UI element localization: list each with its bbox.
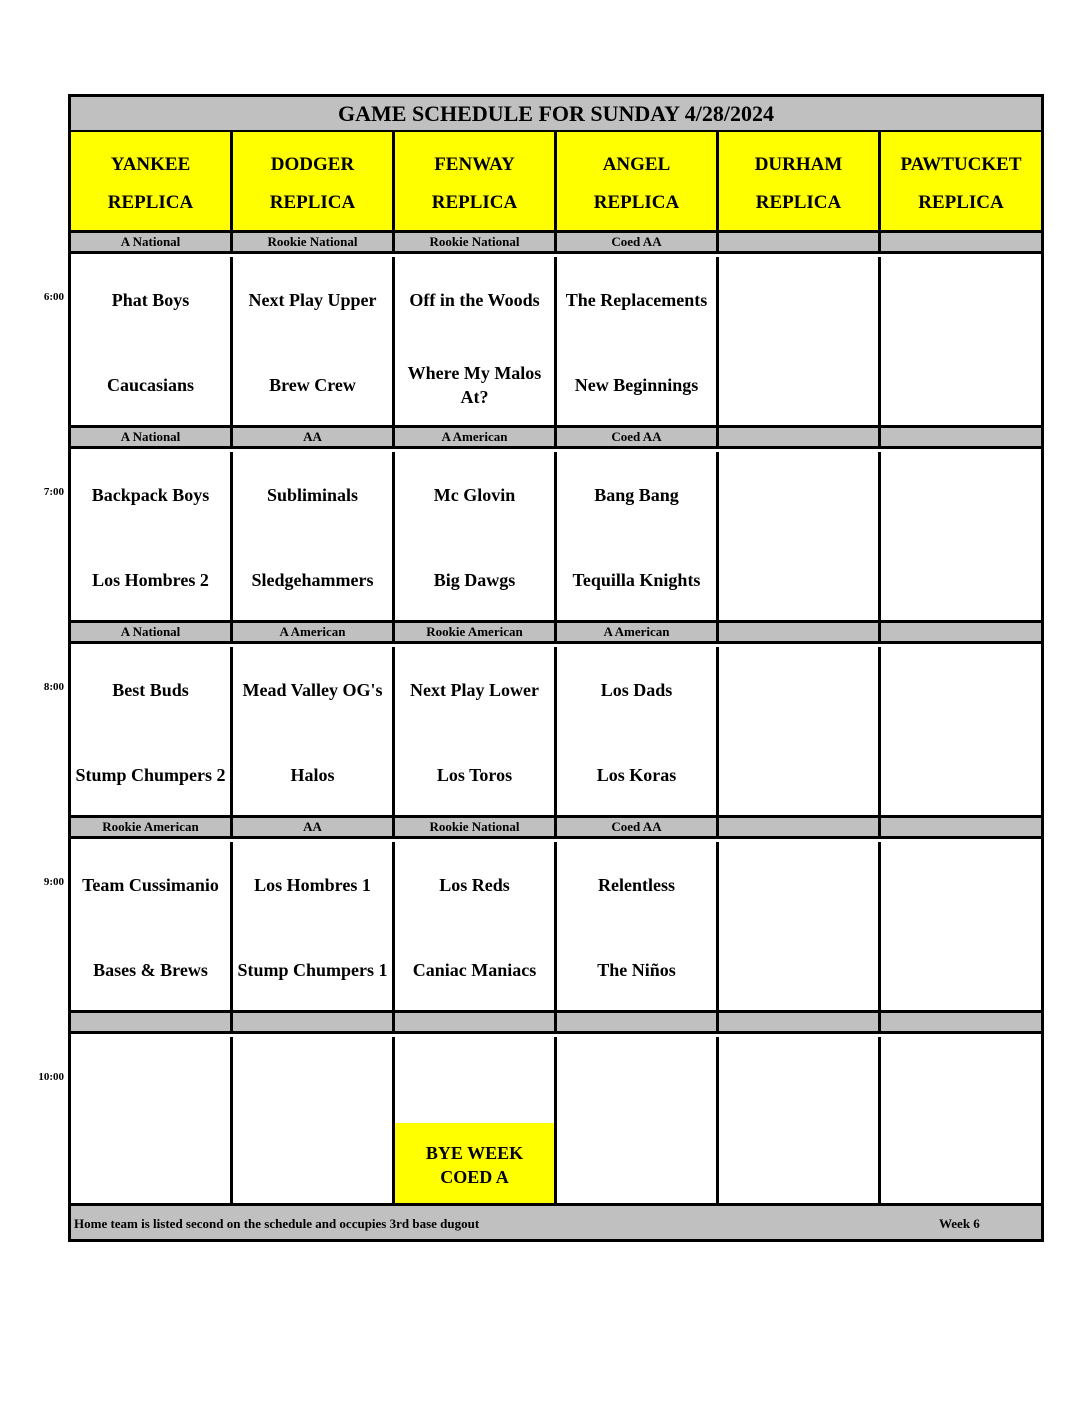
game-row [71, 452, 1041, 622]
bye-week-badge [395, 1123, 554, 1207]
game-cell [881, 452, 1043, 622]
home-team: Stump Chumpers 2 [75, 764, 226, 785]
game-cell [395, 1037, 557, 1207]
division-label: AA [233, 428, 395, 446]
away-team: Next Play Lower [410, 679, 539, 700]
game-cell [881, 842, 1043, 1012]
game-cell [719, 257, 881, 427]
game-cell [233, 842, 395, 1012]
bye-week-label: BYE WEEK [425, 1143, 524, 1163]
home-team: Where My Malos At? [407, 362, 542, 407]
division-label: A American [557, 623, 719, 641]
division-label: Coed AA [557, 428, 719, 446]
game-row [71, 647, 1041, 817]
division-label: Rookie American [395, 623, 557, 641]
game-row [71, 1037, 1041, 1207]
game-cell [233, 452, 395, 622]
away-team [473, 1037, 477, 1122]
game-cell [557, 842, 719, 1012]
game-cell [233, 257, 395, 427]
away-team [797, 452, 801, 537]
division-label: Coed AA [557, 233, 719, 251]
division-label [719, 623, 881, 641]
away-team [960, 452, 964, 537]
away-team [797, 842, 801, 927]
home-team: Stump Chumpers 1 [237, 959, 388, 980]
division-label: Rookie National [395, 233, 557, 251]
away-team: Bang Bang [594, 484, 679, 505]
division-label [881, 233, 1043, 251]
field-header-fenway [395, 132, 557, 230]
away-team: The Replacements [565, 289, 708, 310]
division-label: Coed AA [557, 818, 719, 836]
field-header-pawtucket [881, 132, 1041, 230]
home-team: Bases & Brews [93, 959, 208, 980]
away-team: Relentless [598, 874, 675, 895]
home-team [149, 1122, 153, 1207]
home-team: The Niños [597, 959, 676, 980]
bye-week-division: COED A [440, 1167, 509, 1187]
field-subtitle: REPLICA [431, 192, 518, 213]
home-team [797, 732, 801, 817]
game-cell [71, 842, 233, 1012]
division-label: A National [71, 623, 233, 641]
home-team: Halos [290, 764, 335, 785]
game-row [71, 842, 1041, 1012]
field-header-row [71, 132, 1041, 230]
game-cell [719, 452, 881, 622]
home-team: Caniac Maniacs [412, 959, 537, 980]
game-cell [719, 1037, 881, 1207]
division-label [233, 1013, 395, 1031]
away-team: Los Reds [439, 874, 510, 895]
away-team: Next Play Upper [248, 289, 377, 310]
away-team [311, 1037, 315, 1122]
game-cell [881, 257, 1043, 427]
field-name: DODGER [270, 154, 355, 175]
division-label: A American [233, 623, 395, 641]
away-team [797, 647, 801, 732]
time-label: 6:00 [43, 291, 64, 303]
home-team [797, 1122, 801, 1207]
home-team [960, 537, 964, 622]
home-team [635, 1122, 639, 1207]
time-label: 10:00 [38, 1071, 64, 1083]
division-label [395, 1013, 557, 1031]
division-row [71, 425, 1041, 449]
home-team: Los Toros [436, 764, 513, 785]
division-label: Rookie American [71, 818, 233, 836]
game-cell [395, 452, 557, 622]
game-cell [71, 452, 233, 622]
field-subtitle: REPLICA [755, 192, 842, 213]
division-label [719, 818, 881, 836]
division-label [719, 233, 881, 251]
away-team [960, 647, 964, 732]
away-team [635, 1037, 639, 1122]
field-name: ANGEL [602, 154, 671, 175]
game-cell [719, 647, 881, 817]
away-team [960, 1037, 964, 1122]
game-cell [881, 647, 1043, 817]
game-cell [233, 1037, 395, 1207]
away-team [149, 1037, 153, 1122]
division-row [71, 1010, 1041, 1034]
away-team: Best Buds [112, 679, 189, 700]
home-team [797, 537, 801, 622]
time-label: 7:00 [43, 486, 64, 498]
home-team: Brew Crew [269, 374, 356, 395]
division-label [881, 623, 1043, 641]
away-team [960, 257, 964, 342]
away-team: Los Hombres 1 [254, 874, 371, 895]
home-team [797, 342, 801, 427]
game-cell [233, 647, 395, 817]
away-team: Mead Valley OG's [242, 679, 383, 700]
week-label: Week 6 [939, 1216, 980, 1231]
game-cell [395, 647, 557, 817]
away-team [960, 842, 964, 927]
home-team: Los Koras [596, 764, 677, 785]
home-team [960, 342, 964, 427]
home-team: Caucasians [106, 374, 195, 395]
division-label [881, 1013, 1043, 1031]
footer-note: Home team is listed second on the schedule and occupies 3rd base dugout [74, 1216, 480, 1231]
field-header-yankee [71, 132, 233, 230]
field-name: DURHAM [754, 154, 843, 175]
game-cell [719, 842, 881, 1012]
game-cell [557, 257, 719, 427]
away-team: Team Cussimanio [82, 874, 219, 895]
division-label [881, 818, 1043, 836]
field-subtitle: REPLICA [918, 192, 1004, 213]
field-name: PAWTUCKET [900, 154, 1022, 175]
away-team: Mc Glovin [433, 484, 516, 505]
game-cell [395, 842, 557, 1012]
away-team: Off in the Woods [409, 289, 540, 310]
division-row [71, 815, 1041, 839]
footer [71, 1203, 1041, 1239]
home-team [311, 1122, 315, 1207]
home-team [797, 927, 801, 1012]
home-team: Big Dawgs [433, 569, 516, 590]
away-team: Phat Boys [111, 289, 190, 310]
field-name: FENWAY [434, 154, 515, 175]
field-subtitle: REPLICA [269, 192, 356, 213]
home-team: Sledgehammers [251, 569, 374, 590]
home-team: Tequilla Knights [572, 569, 701, 590]
game-cell [71, 257, 233, 427]
division-row [71, 230, 1041, 254]
home-team [960, 1122, 964, 1207]
field-name: YANKEE [110, 154, 191, 175]
home-team: Los Hombres 2 [92, 569, 209, 590]
game-cell [557, 1037, 719, 1207]
division-label [719, 428, 881, 446]
time-label: 8:00 [43, 681, 64, 693]
field-header-dodger [233, 132, 395, 230]
division-label [881, 428, 1043, 446]
away-team [797, 257, 801, 342]
game-cell [395, 257, 557, 427]
home-team [960, 927, 964, 1012]
field-subtitle: REPLICA [593, 192, 680, 213]
schedule-title: GAME SCHEDULE FOR SUNDAY 4/28/2024 [71, 97, 1041, 132]
division-label: A National [71, 233, 233, 251]
away-team: Subliminals [266, 484, 359, 505]
game-cell [71, 1037, 233, 1207]
game-cell [71, 647, 233, 817]
game-cell [557, 452, 719, 622]
game-cell [881, 1037, 1043, 1207]
field-subtitle: REPLICA [107, 192, 194, 213]
away-team [797, 1037, 801, 1122]
time-label: 9:00 [43, 876, 64, 888]
division-row [71, 620, 1041, 644]
field-header-angel [557, 132, 719, 230]
division-label: A American [395, 428, 557, 446]
field-header-durham [719, 132, 881, 230]
home-team: New Beginnings [574, 374, 699, 395]
away-team: Backpack Boys [91, 484, 210, 505]
game-cell [557, 647, 719, 817]
game-row [71, 257, 1041, 427]
division-label [557, 1013, 719, 1031]
division-label: Rookie National [395, 818, 557, 836]
schedule-sheet [68, 94, 1044, 1242]
division-label [719, 1013, 881, 1031]
division-label [71, 1013, 233, 1031]
away-team: Los Dads [600, 679, 673, 700]
home-team [960, 732, 964, 817]
division-label: AA [233, 818, 395, 836]
division-label: Rookie National [233, 233, 395, 251]
division-label: A National [71, 428, 233, 446]
